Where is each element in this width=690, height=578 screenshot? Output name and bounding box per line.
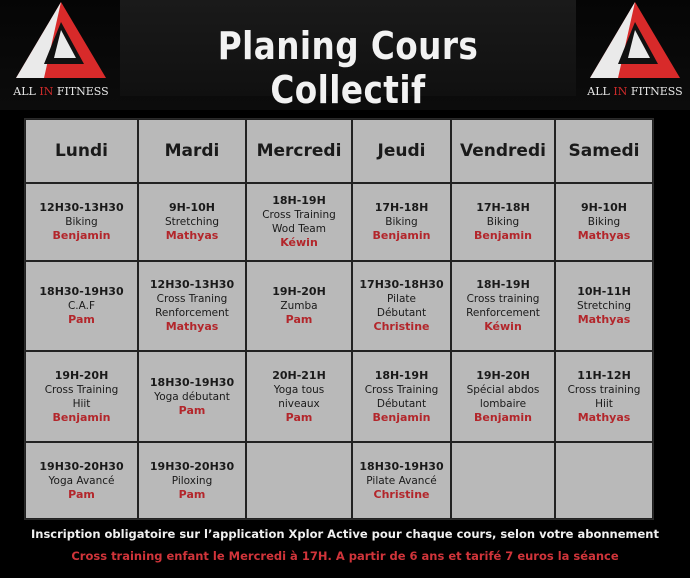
class-name: Biking (587, 216, 621, 228)
empty-slot (451, 442, 555, 519)
class-name: niveaux (278, 397, 320, 410)
class-slot (138, 261, 246, 351)
coach-name: Mathyas (577, 410, 631, 424)
class-slot (555, 261, 653, 351)
class-name: Biking (385, 216, 418, 228)
logo-triangle-icon (588, 0, 682, 82)
class-name: Débutant (376, 307, 427, 319)
class-name: Piloxing (171, 474, 213, 487)
class-name: Wod Team (272, 223, 326, 235)
logo-right-text: ALL IN FITNESS (587, 85, 683, 98)
coach-name: Pam (68, 487, 95, 501)
coach-name: Benjamin (52, 410, 111, 424)
logo-left (6, 0, 116, 104)
coach-name: Benjamin (474, 410, 532, 424)
class-time: 18H-19H (476, 278, 530, 291)
class-time: 17H-18H (476, 201, 530, 214)
class-time: 19H30-20H30 (149, 459, 235, 473)
footer-note: Inscription obligatoire sur l’application Xplor Active pour chaque cours, selon votre abonnement (31, 527, 659, 541)
class-slot (352, 261, 451, 351)
class-name: Cross Training (44, 383, 119, 396)
day-header (352, 119, 451, 183)
class-slot (138, 183, 246, 261)
class-name: Biking (65, 216, 98, 228)
class-name: lombaire (479, 397, 527, 410)
class-name: Biking (486, 216, 520, 228)
day-label: Mercredi (256, 141, 342, 161)
class-slot (138, 442, 246, 519)
coach-name: Benjamin (52, 229, 111, 242)
class-name: Cross Traning (156, 293, 228, 305)
coach-name: Pam (285, 313, 313, 326)
class-slot (25, 261, 138, 351)
class-time: 9H-10H (169, 201, 215, 214)
coach-name: Christine (373, 320, 430, 333)
coach-name: Benjamin (372, 229, 431, 242)
class-name: Cross Training (364, 383, 439, 396)
day-header (25, 119, 138, 183)
day-header (555, 119, 653, 183)
coach-name: Pam (285, 410, 313, 424)
class-time: 10H-11H (577, 285, 631, 298)
class-time: 17H30-18H30 (359, 278, 444, 291)
logo-right (580, 0, 690, 104)
day-label: Vendredi (460, 141, 546, 161)
coach-name: Christine (373, 487, 430, 501)
class-name: Renforcement (155, 307, 229, 319)
day-label: Samedi (568, 141, 640, 161)
class-slot (352, 442, 451, 519)
class-name: Hiit (72, 397, 91, 410)
class-time: 20H-21H (272, 368, 326, 382)
class-name: Yoga tous (273, 383, 325, 396)
class-name: C.A.F (67, 300, 96, 312)
class-name: Cross training (567, 383, 641, 396)
schedule-grid (24, 118, 654, 520)
class-time: 18H-19H (374, 368, 429, 382)
empty-slot (555, 442, 653, 519)
empty-slot (246, 442, 352, 519)
class-slot (246, 351, 352, 442)
class-time: 18H30-19H30 (39, 285, 124, 298)
class-time: 12H30-13H30 (149, 278, 235, 291)
class-time: 17H-18H (374, 201, 429, 214)
class-time: 12H30-13H30 (39, 201, 124, 214)
coach-name: Kéwin (280, 236, 318, 249)
class-name: Stretching (576, 300, 632, 312)
coach-name: Mathyas (165, 320, 219, 333)
class-slot (451, 261, 555, 351)
class-name: Pilate (387, 293, 416, 305)
coach-name: Mathyas (165, 229, 219, 242)
coach-name: Mathyas (577, 313, 631, 326)
class-name: Cross Training (262, 209, 336, 221)
class-slot (555, 183, 653, 261)
day-header (138, 119, 246, 183)
class-name: Cross training (466, 293, 540, 305)
day-label: Mardi (164, 141, 220, 161)
class-name: Yoga débutant (154, 390, 230, 403)
day-label: Lundi (54, 141, 109, 161)
class-name: Pilate Avancé (366, 474, 437, 487)
class-name: Hiit (595, 397, 613, 410)
class-slot (352, 351, 451, 442)
class-name: Stretching (164, 216, 220, 228)
logo-left-text: ALL IN FITNESS (13, 85, 109, 98)
class-name: Renforcement (466, 307, 540, 319)
class-slot (25, 183, 138, 261)
class-time: 18H-19H (272, 194, 326, 207)
coach-name: Pam (178, 403, 206, 417)
class-slot (25, 442, 138, 519)
class-slot (352, 183, 451, 261)
coach-name: Benjamin (474, 229, 532, 242)
footer-kids-note: Cross training enfant le Mercredi à 17H. A partir de 6 ans et tarifé 7 euros la séance (71, 549, 619, 563)
class-name: Débutant (376, 397, 427, 410)
class-slot (451, 351, 555, 442)
class-name: Yoga Avancé (48, 474, 115, 487)
class-time: 19H30-20H30 (39, 459, 124, 473)
day-header (451, 119, 555, 183)
class-slot (25, 351, 138, 442)
coach-name: Mathyas (577, 229, 631, 242)
coach-name: Pam (178, 487, 206, 501)
class-slot (246, 183, 352, 261)
class-time: 18H30-19H30 (359, 459, 444, 473)
class-slot (555, 351, 653, 442)
class-time: 11H-12H (577, 368, 631, 382)
coach-name: Kéwin (484, 320, 522, 333)
header (0, 0, 690, 110)
class-name: Spécial abdos (466, 383, 540, 396)
class-time: 19H-20H (476, 368, 530, 382)
page-title: Planing Cours Collectif (217, 24, 479, 112)
class-slot (138, 351, 246, 442)
class-slot (246, 261, 352, 351)
coach-name: Pam (68, 313, 95, 326)
logo-triangle-icon (14, 0, 108, 82)
class-time: 19H-20H (54, 368, 109, 382)
class-time: 9H-10H (581, 201, 627, 214)
class-time: 18H30-19H30 (149, 375, 235, 389)
day-header (246, 119, 352, 183)
class-slot (451, 183, 555, 261)
class-name: Zumba (280, 300, 318, 312)
day-label: Jeudi (377, 141, 426, 161)
coach-name: Benjamin (372, 410, 431, 424)
class-time: 19H-20H (272, 285, 326, 298)
